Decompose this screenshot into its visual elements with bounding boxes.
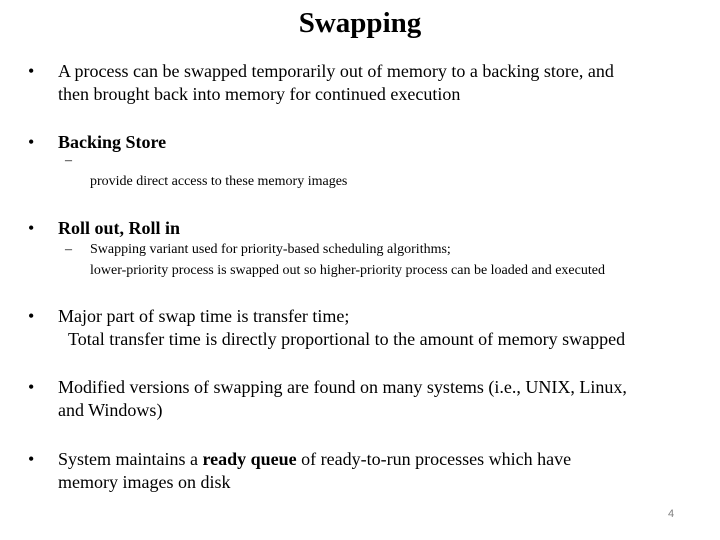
bullet-icon: • <box>28 132 35 152</box>
bullet-line: Total transfer time is directly proportional to the amount of memory swapped <box>68 329 626 349</box>
dash-icon: – <box>65 153 72 168</box>
bullet-line: Major part of swap time is transfer time; <box>58 306 350 326</box>
bullet-item-swap-definition <box>28 60 688 106</box>
sub-line: Swapping variant used for priority-based scheduling algorithms; <box>90 242 451 257</box>
bullet-icon: • <box>28 218 35 238</box>
text-run: System maintains a <box>58 449 198 469</box>
sub-item-roll-out-roll-in <box>65 239 690 281</box>
bullet-icon: • <box>28 306 35 326</box>
bullet-line: A process can be swapped temporarily out of memory to a backing store, and <box>58 61 614 81</box>
slide-title: Swapping <box>298 7 422 39</box>
bullet-line: and Windows) <box>58 400 163 420</box>
bullet-line <box>58 448 688 471</box>
bullet-line: memory images on disk <box>58 472 231 492</box>
bullet-item-modified-versions <box>28 376 688 422</box>
sub-line: provide direct access to these memory images <box>90 174 348 189</box>
bullet-heading: Roll out, Roll in <box>58 218 181 238</box>
dash-icon: – <box>65 242 72 257</box>
sub-item-backing-store <box>65 150 690 192</box>
text-run: of ready-to-run processes which have <box>301 449 572 469</box>
bullet-item-roll-out-roll-in <box>28 217 688 240</box>
bullet-text <box>58 376 688 422</box>
bullet-line: then brought back into memory for continued execution <box>58 84 461 104</box>
sub-line: lower-priority process is swapped out so higher-priority process can be loaded and executed <box>90 263 605 278</box>
bullet-icon: • <box>28 449 35 469</box>
bullet-text <box>58 305 688 351</box>
bullet-item-ready-queue <box>28 448 688 494</box>
page-number: 4 <box>668 508 675 520</box>
bullet-line: Modified versions of swapping are found on many systems (i.e., UNIX, Linux, <box>58 377 627 397</box>
ready-queue-term: ready queue <box>202 449 297 469</box>
bullet-item-transfer-time <box>28 305 688 351</box>
bullet-icon: • <box>28 61 35 81</box>
bullet-text <box>58 448 688 494</box>
bullet-heading: Backing Store <box>58 132 167 152</box>
bullet-text <box>58 60 688 106</box>
bullet-icon: • <box>28 377 35 397</box>
